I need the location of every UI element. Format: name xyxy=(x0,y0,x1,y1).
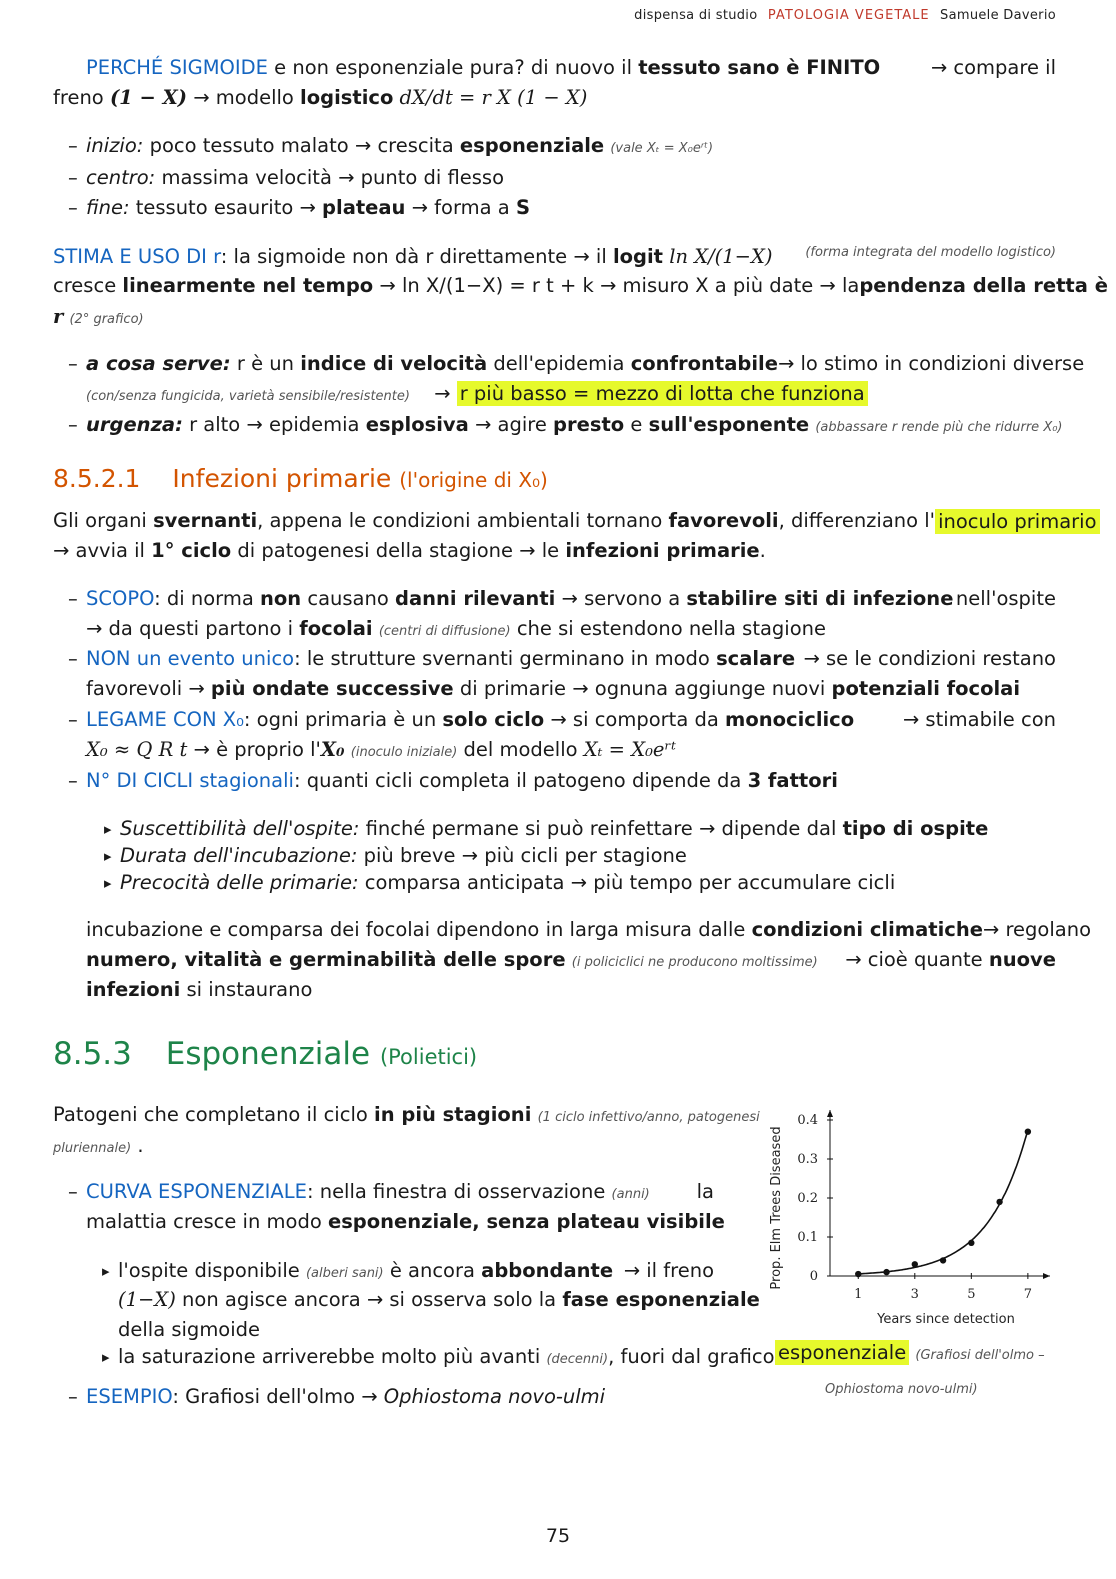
sig-logistic: logistico xyxy=(300,86,394,109)
y-axis-label: Prop. Elm Trees Diseased xyxy=(769,1126,784,1290)
sub-bold: abbondante xyxy=(481,1259,614,1282)
sub-text: la saturazione arriverebbe molto più avanti xyxy=(118,1345,541,1368)
item-curva xyxy=(86,1180,714,1203)
item-species: Ophiostoma novo-ulmi xyxy=(383,1385,606,1408)
item-text2: crescita xyxy=(377,134,454,157)
factor-bold: tipo di ospite xyxy=(842,817,989,840)
header-course: PATOLOGIA VEGETALE xyxy=(767,8,930,23)
y-tick-label: 0 xyxy=(809,1269,818,1284)
c-note: (i policiclici ne producono moltissime) xyxy=(571,955,818,970)
item-text: : Grafiosi dell'olmo → xyxy=(172,1385,378,1408)
sub-ospite-cont xyxy=(118,1288,760,1311)
p-bold2: favorevoli xyxy=(668,509,779,532)
section-subtitle: (Polietici) xyxy=(379,1045,478,1069)
item-text: → è proprio l' xyxy=(193,738,321,761)
c-bold: infezioni xyxy=(86,978,181,1001)
item-text2: → agire xyxy=(474,413,547,436)
sub-text: della sigmoide xyxy=(118,1318,261,1341)
esp-para-line1 xyxy=(53,1103,760,1126)
item-bold2: danni rilevanti xyxy=(395,587,556,610)
item-text3: → stimabile con xyxy=(902,708,1056,731)
climate-line1 xyxy=(86,918,1092,941)
factor-lead: Durata dell'incubazione: xyxy=(120,844,358,867)
item-lead: urgenza: xyxy=(86,413,183,436)
section-title: Infezioni primarie xyxy=(172,464,392,493)
x-axis-arrow xyxy=(1043,1273,1050,1279)
p-text: → avvia il xyxy=(53,539,145,562)
p-bold: in più stagioni xyxy=(374,1103,532,1126)
item-lead: a cosa serve: xyxy=(86,352,231,375)
p-period: . xyxy=(759,539,766,562)
sub-ospite xyxy=(118,1259,714,1282)
item-legame xyxy=(86,708,1056,731)
sig-title: PERCHÉ SIGMOIDE xyxy=(86,56,268,79)
p-text2: di patogenesi della stagione → le xyxy=(237,539,560,562)
sig-para-line1 xyxy=(86,56,1056,79)
item-lead: CURVA ESPONENZIALE xyxy=(86,1180,307,1203)
item-note: (centri di diffusione) xyxy=(378,624,511,639)
item-lead2: stagionali xyxy=(199,769,294,792)
item-bold2: presto xyxy=(553,413,625,436)
item-curva-cont xyxy=(86,1210,725,1233)
item-text: : ogni primaria è un xyxy=(243,708,437,731)
climate-line3 xyxy=(86,978,312,1001)
item-scopo xyxy=(86,587,1056,610)
caption-highlight: esponenziale xyxy=(775,1340,909,1365)
factor-incubazione xyxy=(120,844,687,867)
chart-caption-line1 xyxy=(775,1341,1045,1364)
item-note: (abbassare r rende più che ridurre X₀) xyxy=(815,420,1063,435)
item-text4: nell'ospite xyxy=(955,587,1056,610)
section-title: Esponenziale xyxy=(165,1036,371,1072)
item-text2: dell'epidemia xyxy=(493,352,625,375)
p-text: Patogeni che completano il ciclo xyxy=(53,1103,368,1126)
data-point xyxy=(1025,1129,1031,1135)
r-slope: pendenza della retta è xyxy=(859,274,1108,297)
factor-lead: Suscettibilità dell'ospite: xyxy=(120,817,360,840)
sub-text2: è ancora xyxy=(389,1259,475,1282)
item-text: favorevoli → xyxy=(86,677,205,700)
item-bold: non xyxy=(259,587,302,610)
r-text3: → ln X/(1−X) = r t + k → misuro X a più date → la xyxy=(379,274,860,297)
item-arrow: → xyxy=(434,382,451,405)
sub-saturazione xyxy=(118,1345,775,1368)
item-formula2: Xₜ = X₀eʳᵗ xyxy=(583,738,677,761)
c-bold: condizioni climatiche xyxy=(751,918,983,941)
sub-text2: , fuori dal grafico xyxy=(608,1345,775,1368)
p-note: (1 ciclo infettivo/anno, patogenesi xyxy=(537,1110,760,1125)
factor-text: più breve → più cicli per stagione xyxy=(363,844,687,867)
sub-text: non agisce ancora → si osserva solo la xyxy=(182,1288,557,1311)
highlight-inoculo: inoculo primario xyxy=(935,509,1099,534)
y-tick-label: 0.1 xyxy=(797,1230,818,1245)
item-lead: ESEMPIO xyxy=(86,1385,173,1408)
caption-text: (Grafiosi dell'olmo – xyxy=(915,1348,1045,1363)
sig-equation: dX/dt = r X (1 − X) xyxy=(399,86,588,109)
section-number: 8.5.2.1 xyxy=(53,464,141,493)
item-lead: NON un evento unico xyxy=(86,647,295,670)
item-lead: centro: xyxy=(86,166,156,189)
page-number: 75 xyxy=(545,1525,571,1547)
item-note: (inoculo iniziale) xyxy=(350,745,458,760)
section-heading-8521 xyxy=(53,464,548,493)
r-linear: linearmente nel tempo xyxy=(122,274,374,297)
item-lead: LEGAME CON X₀ xyxy=(86,708,244,731)
r-title: STIMA E USO DI r xyxy=(53,245,221,268)
item-bold2: monociclico xyxy=(725,708,855,731)
item-text: r alto → epidemia xyxy=(189,413,360,436)
item-bold: esponenziale, senza plateau visibile xyxy=(327,1210,725,1233)
r-text2: cresce xyxy=(53,274,117,297)
item-text2: di primarie → ognuna aggiunge nuovi xyxy=(459,677,826,700)
caption-text2: Ophiostoma novo-ulmi) xyxy=(825,1382,978,1397)
sig-item-fine xyxy=(86,196,530,219)
r-para-line1 xyxy=(53,245,1056,268)
item-bold: plateau xyxy=(322,196,406,219)
item-non-unico-cont xyxy=(86,677,1020,700)
item-bold: più ondate successive xyxy=(210,677,454,700)
data-point xyxy=(912,1261,918,1267)
climate-line2 xyxy=(86,948,1056,971)
r-item-serve xyxy=(86,352,1085,375)
x-tick-label: 3 xyxy=(910,1287,919,1302)
item-bold3: stabilire siti di infezione xyxy=(686,587,954,610)
r-text: : la sigmoide non dà r direttamente → il xyxy=(220,245,607,268)
primarie-para-line1 xyxy=(53,509,1097,534)
y-tick-label: 0.2 xyxy=(797,1191,818,1206)
sig-brake-term: (1 − X) xyxy=(109,86,188,109)
item-bold: indice di velocità xyxy=(300,352,488,375)
item-bold: solo ciclo xyxy=(442,708,545,731)
x-tick-label: 1 xyxy=(854,1287,863,1302)
r-item-urgenza xyxy=(86,413,1063,436)
p-note2: pluriennale) xyxy=(53,1141,132,1156)
item-bold: focolai xyxy=(299,617,373,640)
item-legame-cont xyxy=(86,738,676,761)
item-note: (con/senza fungicida, varietà sensibile/resistente) xyxy=(86,389,410,404)
header-author: Samuele Daverio xyxy=(940,8,1056,23)
c-text: incubazione e comparsa dei focolai dipendono in larga misura dalle xyxy=(86,918,746,941)
item-text: → da questi partono i xyxy=(86,617,294,640)
item-formula: X₀ ≈ Q R t xyxy=(86,738,188,761)
r-graph-note: (2° grafico) xyxy=(69,312,144,327)
r-para-line2 xyxy=(53,274,1108,297)
chart-layer xyxy=(769,1110,1050,1327)
item-text3: → lo stimo in condizioni diverse xyxy=(777,352,1085,375)
p-text3: , differenziano l' xyxy=(778,509,936,532)
item-text: : le strutture svernanti germinano in modo xyxy=(294,647,710,670)
item-text2: la xyxy=(696,1180,714,1203)
item-text3: → servono a xyxy=(561,587,681,610)
r-logit-formula: ln X/(1−X) xyxy=(669,245,773,268)
r-para-line3 xyxy=(53,305,144,328)
section-heading-853 xyxy=(53,1036,477,1072)
esp-para-line2 xyxy=(53,1134,144,1157)
item-cicli xyxy=(86,769,838,792)
y-tick-label: 0.3 xyxy=(797,1152,818,1167)
sub-ospite-cont2 xyxy=(118,1318,260,1341)
factor-suscettibilita xyxy=(120,817,988,840)
item-non-unico xyxy=(86,647,1056,670)
x-tick-label: 7 xyxy=(1023,1287,1033,1302)
item-bold2: S xyxy=(515,196,530,219)
c-text2: → regolano xyxy=(982,918,1092,941)
factor-text: comparsa anticipata → più tempo per accumulare cicli xyxy=(364,871,896,894)
highlight-r-lower: r più basso = mezzo di lotta che funziona xyxy=(457,381,868,406)
sub-text3: → il freno xyxy=(623,1259,714,1282)
y-axis-arrow xyxy=(827,1110,833,1117)
item-text3: e xyxy=(630,413,643,436)
item-note: (anni) xyxy=(611,1187,650,1202)
item-text: tessuto esaurito → xyxy=(135,196,316,219)
data-point xyxy=(996,1199,1002,1205)
item-lead: fine: xyxy=(86,196,130,219)
chart-caption-line2 xyxy=(825,1375,978,1398)
item-text: : quanti cicli completa il patogeno dipende da xyxy=(293,769,742,792)
sig-text: e non esponenziale pura? di nuovo il xyxy=(274,56,633,79)
section-subtitle: (l'origine di X₀) xyxy=(399,468,548,492)
c-bold2: nuove xyxy=(988,948,1056,971)
sub-text: l'ospite disponibile xyxy=(118,1259,300,1282)
item-bold: scalare xyxy=(716,647,796,670)
sig-item-inizio xyxy=(86,134,713,157)
item-text: poco tessuto malato → xyxy=(149,134,372,157)
p-bold: svernanti xyxy=(153,509,258,532)
item-bold: X₀ xyxy=(320,738,345,761)
factor-lead: Precocità delle primarie: xyxy=(120,871,359,894)
item-bold3: sull'esponente xyxy=(648,413,810,436)
p-bold2: infezioni primarie xyxy=(565,539,760,562)
item-text: malattia cresce in modo xyxy=(86,1210,322,1233)
sig-freno: freno xyxy=(53,86,104,109)
item-bold2: confrontabile xyxy=(630,352,778,375)
item-bold2: potenziali focolai xyxy=(831,677,1021,700)
data-point xyxy=(855,1271,861,1277)
item-lead: SCOPO xyxy=(86,587,155,610)
item-text: : nella finestra di osservazione xyxy=(306,1180,606,1203)
factor-text: finché permane si può reinfettare → dipende dal xyxy=(365,817,837,840)
item-text: r è un xyxy=(236,352,294,375)
item-bold: esplosiva xyxy=(365,413,469,436)
c-text: si instaurano xyxy=(186,978,313,1001)
x-axis-label: Years since detection xyxy=(877,1312,1015,1327)
section-number: 8.5.3 xyxy=(53,1036,132,1072)
item-text: : di norma xyxy=(154,587,254,610)
sub-note: (alberi sani) xyxy=(305,1266,384,1281)
header-left: dispensa di studio xyxy=(634,8,758,23)
item-text: massima velocità → punto di flesso xyxy=(161,166,505,189)
data-point xyxy=(883,1269,889,1275)
item-note: (vale Xₜ = X₀eʳᵗ) xyxy=(610,141,714,156)
item-text2: → forma a xyxy=(411,196,510,219)
p-text: Gli organi xyxy=(53,509,147,532)
sig-item-centro xyxy=(86,166,504,189)
p-text2: , appena le condizioni ambientali tornano xyxy=(257,509,663,532)
item-text2: causano xyxy=(307,587,389,610)
x-tick-label: 5 xyxy=(967,1287,976,1302)
c-text: → cioè quante xyxy=(845,948,983,971)
sig-text-end: → compare il xyxy=(930,56,1056,79)
data-point xyxy=(940,1257,946,1263)
r-item-serve-cont xyxy=(86,382,868,405)
sub-bold: fase esponenziale xyxy=(562,1288,760,1311)
p-bold: 1° ciclo xyxy=(151,539,232,562)
sig-para-line2 xyxy=(53,86,587,109)
r-logit: logit xyxy=(612,245,663,268)
sig-bold: tessuto sano è FINITO xyxy=(638,56,881,79)
sub-formula: (1−X) xyxy=(118,1288,176,1311)
item-esempio xyxy=(86,1385,605,1408)
item-text2: → se le condizioni restano xyxy=(803,647,1056,670)
factor-precocita xyxy=(120,871,895,894)
item-lead: N° DI CICLI xyxy=(86,769,194,792)
sub-note: (decenni) xyxy=(546,1352,609,1367)
p-period: . xyxy=(137,1134,144,1157)
r-symbol: r xyxy=(53,305,64,328)
primarie-para-line2 xyxy=(53,539,766,562)
r-note: (forma integrata del modello logistico) xyxy=(805,245,1056,260)
c-bold: numero, vitalità e germinabilità delle spore xyxy=(86,948,566,971)
item-scopo-cont xyxy=(86,617,826,640)
item-text2: → si comporta da xyxy=(550,708,719,731)
item-text2: del modello xyxy=(463,738,578,761)
exponential-chart xyxy=(760,1100,1060,1332)
sig-model: → modello xyxy=(193,86,294,109)
item-bold: esponenziale xyxy=(459,134,605,157)
y-tick-label: 0.4 xyxy=(797,1113,818,1128)
data-point xyxy=(968,1240,974,1246)
item-lead: inizio: xyxy=(86,134,144,157)
item-bold: 3 fattori xyxy=(747,769,838,792)
running-header xyxy=(634,8,1056,23)
item-text2: che si estendono nella stagione xyxy=(516,617,826,640)
